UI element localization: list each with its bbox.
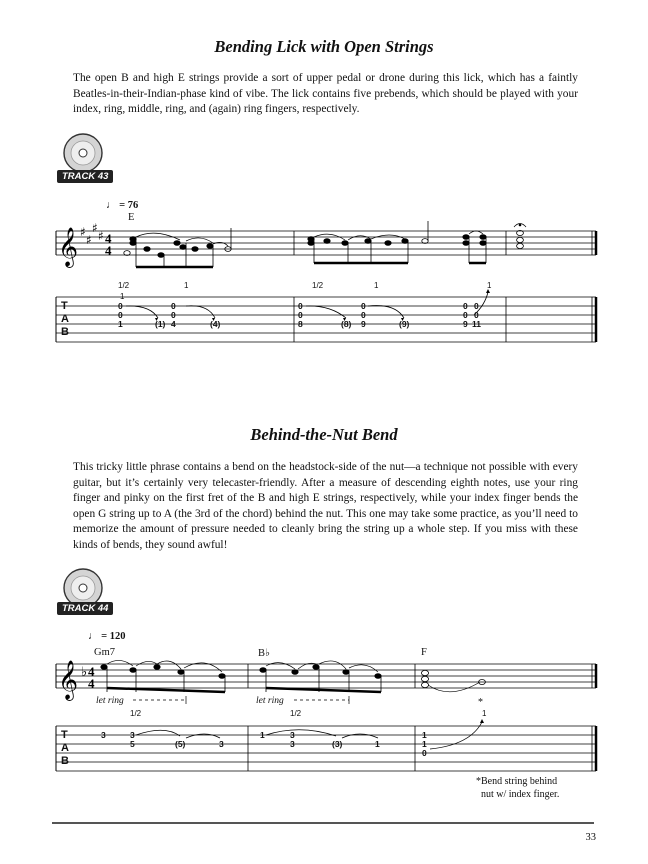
tab-number: 3	[290, 739, 295, 749]
tab-number: 4	[171, 319, 176, 329]
tempo-marking: ♩ = 120	[88, 631, 126, 642]
svg-text:♯: ♯	[86, 233, 92, 247]
svg-text:4: 4	[88, 676, 95, 691]
svg-text:𝄞: 𝄞	[58, 660, 79, 700]
tab-number: (1)	[155, 319, 166, 329]
tab-number: 0	[361, 301, 366, 311]
svg-text:♯: ♯	[98, 229, 104, 243]
tab-number: 0	[361, 310, 366, 320]
svg-text:4: 4	[105, 231, 112, 246]
tab-number: 3	[219, 739, 224, 749]
section-title-bending-lick: Bending Lick with Open Strings	[214, 37, 434, 56]
tab-number: (4)	[210, 319, 221, 329]
tab-number: 1	[260, 730, 265, 740]
tab-number: 0	[118, 310, 123, 320]
tab-number: 9	[463, 319, 468, 329]
bend-label: 1/2	[312, 281, 324, 290]
tab-number: 0	[463, 310, 468, 320]
svg-text:4: 4	[88, 664, 95, 679]
tab-number: 3	[101, 730, 106, 740]
bend-label: 1	[184, 281, 189, 290]
footnote: *Bend string behind nut w/ index finger.	[476, 776, 560, 800]
tab-number: (3)	[332, 739, 343, 749]
chord-symbol-e: E	[128, 212, 135, 223]
tab-number: 0	[118, 301, 123, 311]
bend-label: 1	[374, 281, 379, 290]
tab-number: 0	[171, 301, 176, 311]
tab-number: 8	[298, 319, 303, 329]
tab-clef: T A B	[61, 300, 69, 338]
tab-number: 0	[298, 301, 303, 311]
chord-symbol-bb: B♭	[258, 648, 270, 659]
svg-text:4: 4	[105, 243, 112, 258]
bend-label: 1	[482, 709, 487, 718]
bend-label: 1/2	[130, 709, 142, 718]
chord-symbol-gm7: Gm7	[94, 647, 115, 658]
section-paragraph-behind-nut-bend: This tricky little phrase contains a bend on the headstock-side of the nut—a technique not possible with every guitar, but it’s certainly very telecaster-friendly. After a measure of descending eighth notes, use your ring finger and pinky on the first fret of the B and high E strings, respectively, while your index finger bends the open G string up to A (the 3rd of the chord) behind the nut. This one may take some practice, as you’ll need to memorize the amount of pressure needed to cleanly bring the string up a whole step. If you miss with these kinds of bends, they sound awful!	[73, 461, 578, 551]
tab-number: 0	[474, 301, 479, 311]
tab-number: 0	[171, 310, 176, 320]
track-44-label: TRACK 44	[57, 602, 113, 615]
svg-text:♯: ♯	[80, 225, 86, 239]
tab-number: 11	[472, 319, 481, 329]
bend-label: 1/2	[290, 709, 302, 718]
tab-number: 0	[474, 310, 479, 320]
tab-number: 1	[375, 739, 380, 749]
tab-number: 5	[130, 739, 135, 749]
tab-number: (5)	[175, 739, 186, 749]
tab-number: 0	[298, 310, 303, 320]
track-43-label: TRACK 43	[57, 170, 113, 183]
bend-label: 1/2	[118, 281, 130, 290]
tab-number: 3	[130, 730, 135, 740]
svg-text:♭: ♭	[81, 665, 88, 680]
tab-number: 0	[463, 301, 468, 311]
tab-number: 1	[422, 730, 427, 740]
tab-number: (8)	[341, 319, 352, 329]
section-title-behind-nut-bend: Behind-the-Nut Bend	[250, 425, 398, 444]
svg-text:𝄞: 𝄞	[58, 227, 79, 267]
tab-clef: T A B	[61, 729, 69, 767]
bend-label: 1	[487, 281, 492, 290]
let-ring-marking: let ring	[96, 696, 124, 706]
bend-label: 1	[120, 292, 125, 301]
asterisk-marker: *	[478, 697, 483, 708]
section-paragraph-bending-lick: The open B and high E strings provide a sort of upper pedal or drone during this lick, which has a faintly Beatles-in-their-Indian-phase kind of vibe. The lick contains five prebends, which should be played with your index, ring, middle, ring, and (again) ring fingers, respectively.	[73, 72, 578, 116]
tempo-marking: ♩ = 76	[106, 200, 139, 211]
tab-number: 0	[422, 748, 427, 758]
let-ring-marking: let ring	[256, 696, 284, 706]
footer-rule	[52, 822, 594, 824]
page-number: 33	[585, 832, 596, 843]
tab-number: 1	[422, 739, 427, 749]
tab-number: 9	[361, 319, 366, 329]
tab-number: (9)	[399, 319, 410, 329]
tab-number: 1	[118, 319, 123, 329]
chord-symbol-f: F	[421, 647, 427, 658]
tab-number: 3	[290, 730, 295, 740]
svg-text:♯: ♯	[92, 221, 98, 235]
